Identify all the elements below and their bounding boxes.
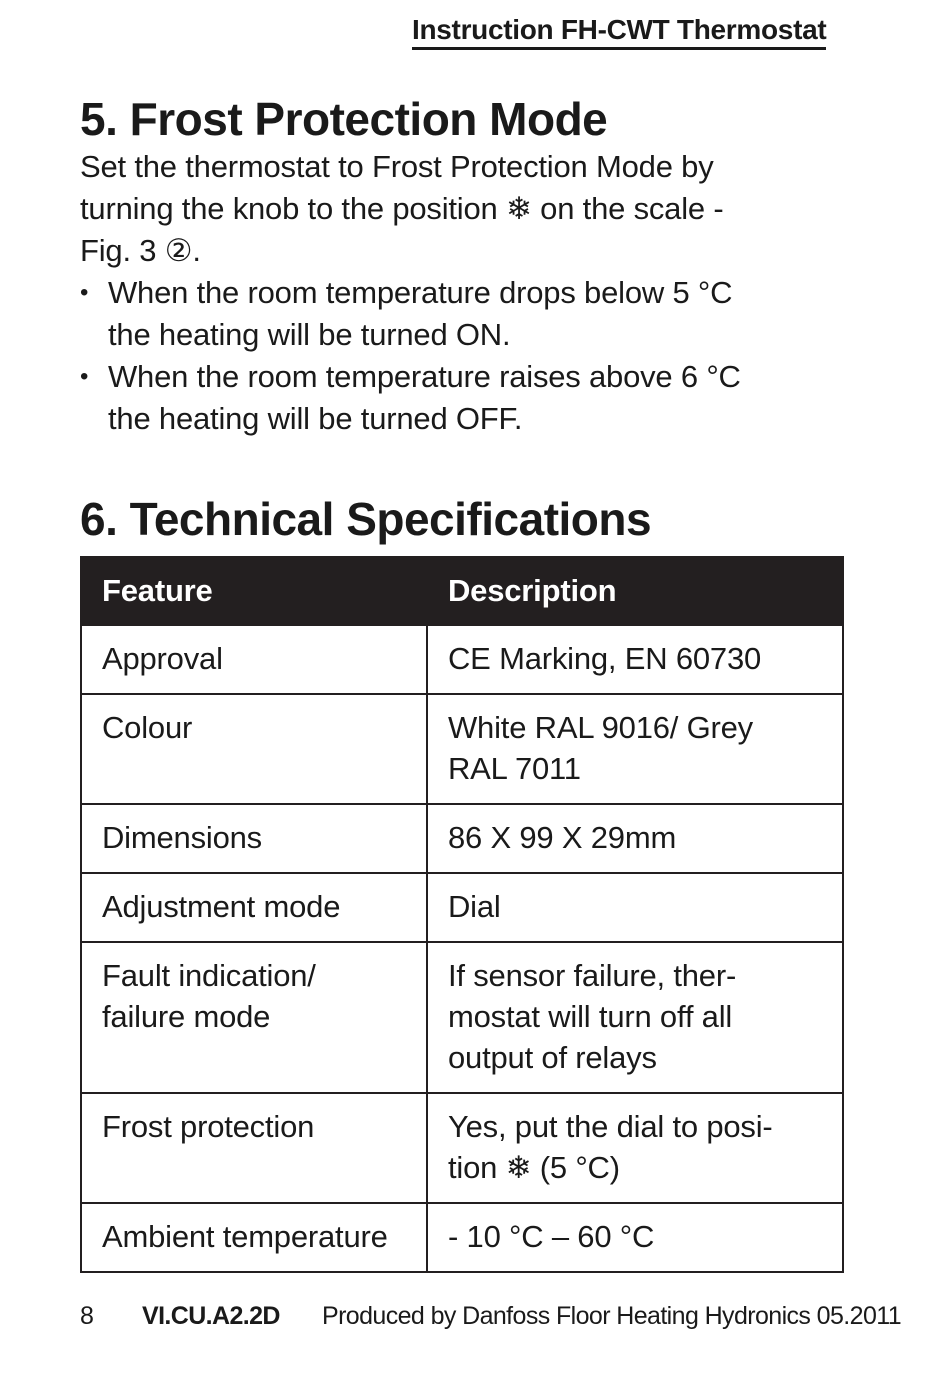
feature-cell [81, 1203, 427, 1272]
section-5-intro [80, 146, 850, 272]
technical-specifications-table [80, 556, 844, 1273]
bullet-dot-icon: • [80, 279, 89, 306]
table-row [81, 1203, 843, 1272]
description-cell-line: Dial [448, 889, 501, 924]
description-cell-line: White RAL 9016/ Grey [448, 710, 753, 745]
column-header-description: Description [427, 557, 843, 625]
description-cell-line: output of relays [448, 1040, 657, 1075]
table-body [81, 625, 843, 1272]
table-row [81, 873, 843, 942]
table-row [81, 804, 843, 873]
feature-cell [81, 694, 427, 804]
bullet-line: the heating will be turned ON. [108, 317, 511, 352]
frost-bullet-list [80, 272, 850, 440]
bullet-line: When the room temperature raises above 6 °C [108, 359, 741, 394]
bullet-line: When the room temperature drops below 5 °C [108, 275, 733, 310]
description-cell-line: If sensor failure, ther- [448, 958, 737, 993]
description-cell [427, 873, 843, 942]
table-row [81, 1093, 843, 1203]
bullet-item [80, 356, 850, 440]
bullet-dot-icon: • [80, 363, 89, 390]
feature-cell-line: Fault indication/ [102, 958, 316, 993]
bullet-line: the heating will be turned OFF. [108, 401, 523, 436]
feature-cell-line: Adjustment mode [102, 889, 341, 924]
feature-cell [81, 1093, 427, 1203]
feature-cell-line: Approval [102, 641, 223, 676]
feature-cell-line: Dimensions [102, 820, 262, 855]
description-cell [427, 942, 843, 1093]
feature-cell-line: Frost protection [102, 1109, 315, 1144]
description-cell-line: 86 X 99 X 29mm [448, 820, 677, 855]
description-cell [427, 1203, 843, 1272]
description-cell-line: RAL 7011 [448, 751, 581, 786]
feature-cell [81, 873, 427, 942]
intro-line: turning the knob to the position ❄ on the scale - [80, 191, 724, 226]
feature-cell-line: Ambient temperature [102, 1219, 388, 1254]
description-cell-line: tion ❄ (5 °C) [448, 1150, 620, 1185]
feature-cell [81, 625, 427, 694]
description-cell-line: Yes, put the dial to posi- [448, 1109, 773, 1144]
page-content [80, 92, 850, 1273]
section-5-heading: 5. Frost Protection Mode [80, 93, 608, 145]
table-row [81, 625, 843, 694]
document-code: VI.CU.A2.2D [142, 1302, 280, 1330]
table-header-row [81, 557, 843, 625]
description-cell-line: mostat will turn off all [448, 999, 733, 1034]
description-cell [427, 694, 843, 804]
page-footer [80, 1302, 901, 1331]
document-header-title: Instruction FH-CWT Thermostat [412, 14, 826, 50]
description-cell-line: - 10 °C – 60 °C [448, 1219, 655, 1254]
table-row [81, 694, 843, 804]
feature-cell [81, 942, 427, 1093]
intro-line: Fig. 3 ②. [80, 233, 201, 268]
feature-cell [81, 804, 427, 873]
feature-cell-line: failure mode [102, 999, 271, 1034]
description-cell [427, 625, 843, 694]
column-header-feature: Feature [81, 557, 427, 625]
description-cell [427, 1093, 843, 1203]
section-6-heading: 6. Technical Specifications [80, 493, 652, 545]
intro-line: Set the thermostat to Frost Protection Mode by [80, 149, 714, 184]
description-cell [427, 804, 843, 873]
feature-cell-line: Colour [102, 710, 193, 745]
table-row [81, 942, 843, 1093]
bullet-item [80, 272, 850, 356]
page-number: 8 [80, 1302, 94, 1330]
description-cell-line: CE Marking, EN 60730 [448, 641, 762, 676]
producer-note: Produced by Danfoss Floor Heating Hydronics 05.2011 [322, 1302, 901, 1330]
